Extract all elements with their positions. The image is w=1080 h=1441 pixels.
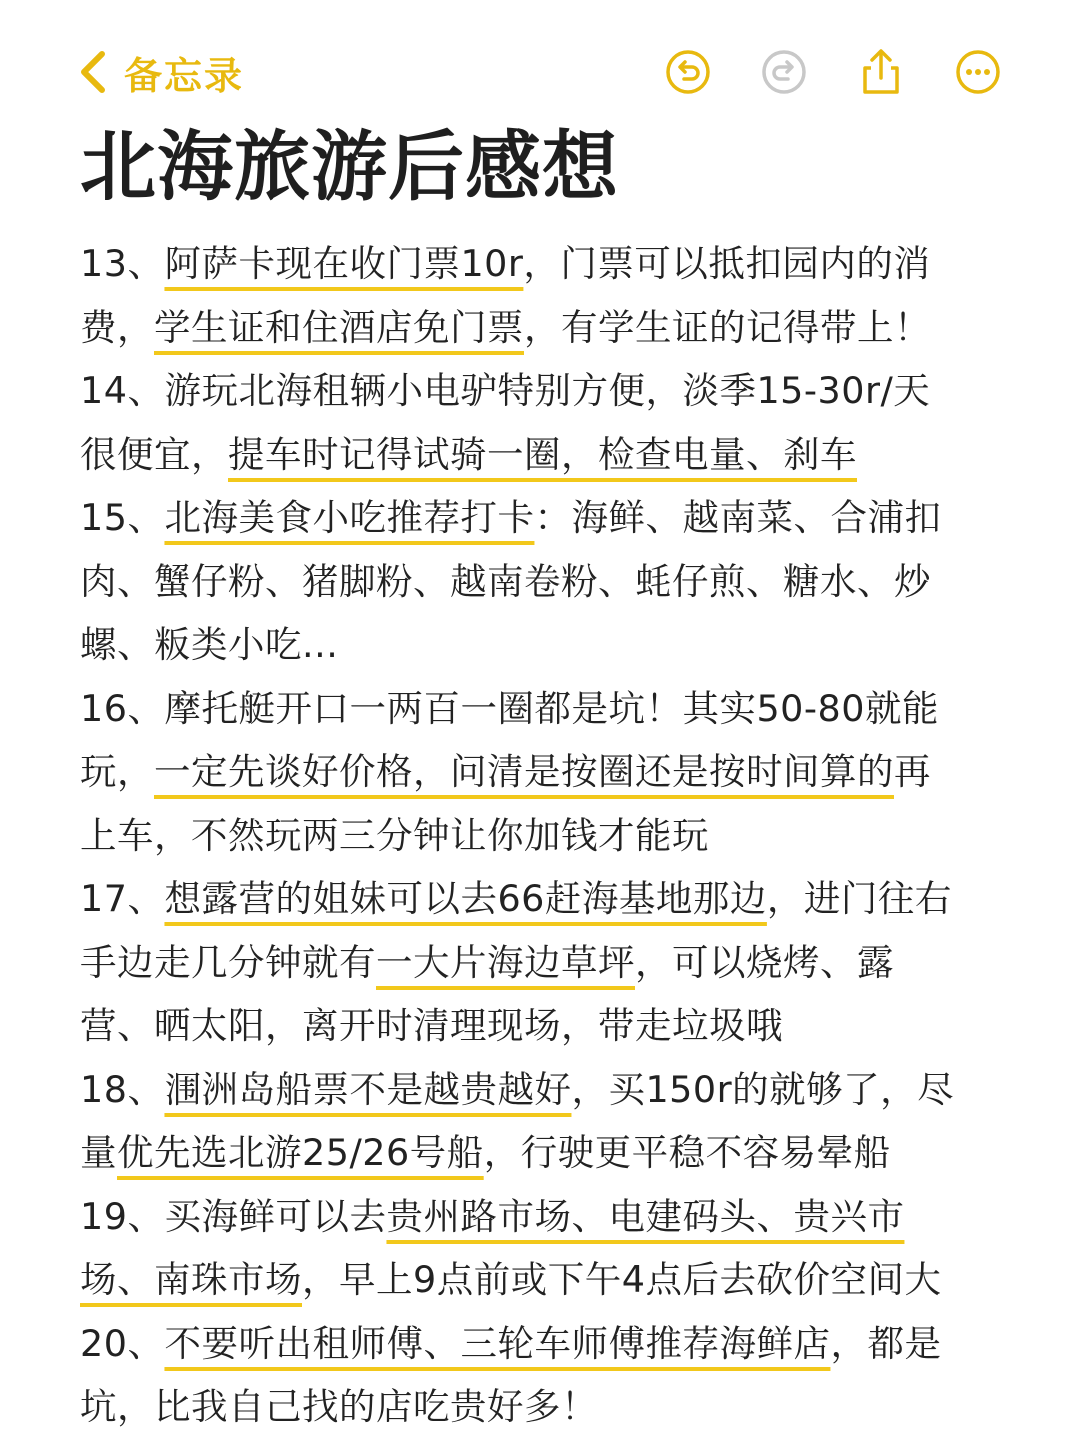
text-segment: ，都是: [830, 1321, 942, 1365]
text-segment: 玩，: [80, 750, 154, 793]
text-segment: 很便宜，: [80, 432, 228, 476]
text-segment: 18、: [80, 1067, 165, 1111]
text-segment: 13、: [80, 242, 165, 285]
highlighted-text: 一大片海边草坪: [376, 940, 635, 984]
text-segment: 16、摩托艇开口一两百一圈都是坑！其实50-80就能: [80, 686, 940, 730]
note-line: [80, 550, 1020, 614]
note-line: [80, 486, 1020, 550]
highlighted-text: 优先选北游25/26号船: [117, 1131, 484, 1174]
back-button[interactable]: [74, 44, 244, 100]
note-line: [80, 677, 1020, 741]
highlighted-text: 阿萨卡现在收门票10r: [164, 242, 524, 285]
text-segment: ，进门往右: [766, 877, 952, 920]
text-segment: ，早上9点前或下午4点后去砍价空间大: [302, 1258, 942, 1301]
highlighted-text: 场、南珠市场: [80, 1258, 302, 1301]
text-segment: 费，: [80, 305, 154, 349]
text-segment: 螺、粄类小吃...: [80, 623, 339, 666]
text-segment: 手边走几分钟就有: [80, 940, 376, 984]
back-label: 备忘录: [124, 53, 245, 98]
note-line: [80, 931, 1020, 995]
text-segment: 20、: [80, 1321, 165, 1365]
text-segment: ，门票可以抵扣园内的消: [523, 242, 931, 285]
more-icon[interactable]: [954, 48, 1002, 96]
note-title: 北海旅游后感想: [80, 122, 619, 211]
note-line: [80, 740, 1020, 804]
note-line: [80, 1185, 1020, 1249]
note-line: [80, 296, 1020, 360]
undo-icon[interactable]: [664, 48, 712, 96]
note-line: [80, 1121, 1020, 1185]
note-line: [80, 359, 1020, 423]
note-line: [80, 1375, 1020, 1439]
highlighted-text: 北海美食小吃推荐打卡: [164, 496, 535, 539]
text-segment: 17、: [80, 877, 165, 920]
note-line: [80, 232, 1020, 296]
note-line: [80, 1058, 1020, 1122]
text-segment: ，买150r的就够了，尽: [571, 1067, 955, 1111]
highlighted-text: 学生证和住酒店免门票: [154, 305, 524, 349]
note-line: [80, 804, 1020, 868]
highlighted-text: 想露营的姐妹可以去66赶海基地那边: [164, 877, 767, 920]
text-segment: 上车，不然玩两三分钟让你加钱才能玩: [80, 813, 709, 857]
highlighted-text: 贵州路市场、电建码头、贵兴市: [386, 1194, 905, 1238]
text-segment: 14、游玩北海租辆小电驴特别方便，淡季15-30r/天: [80, 369, 931, 412]
share-icon[interactable]: [857, 48, 905, 96]
note-body[interactable]: [80, 232, 1020, 1439]
text-segment: ：海鲜、越南菜、合浦扣: [534, 496, 942, 539]
text-segment: 再: [894, 750, 931, 793]
highlighted-text: 一定先谈好价格，问清是按圈还是按时间算的: [154, 750, 894, 793]
note-line: [80, 867, 1020, 931]
note-line: [80, 423, 1020, 487]
text-segment: 营、晒太阳，离开时清理现场，带走垃圾哦: [80, 1004, 783, 1047]
text-segment: 19、买海鲜可以去: [80, 1194, 387, 1238]
navigation-bar: [0, 40, 1080, 104]
text-segment: 15、: [80, 496, 165, 539]
text-segment: ，行驶更平稳不容易晕船: [483, 1131, 891, 1174]
text-segment: 肉、蟹仔粉、猪脚粉、越南卷粉、蚝仔煎、糖水、炒: [80, 559, 931, 603]
note-line: [80, 1312, 1020, 1376]
text-segment: 坑，比我自己找的店吃贵好多！: [80, 1385, 598, 1428]
note-line: [80, 613, 1020, 677]
highlighted-text: 不要听出租师傅、三轮车师傅推荐海鲜店: [164, 1321, 831, 1365]
chevron-left-icon: [74, 44, 114, 100]
text-segment: ，有学生证的记得带上！: [524, 305, 931, 349]
note-line: [80, 994, 1020, 1058]
note-line: [80, 1248, 1020, 1312]
text-segment: 量: [80, 1131, 117, 1174]
highlighted-text: 涠洲岛船票不是越贵越好: [164, 1067, 572, 1111]
text-segment: ，可以烧烤、露: [635, 940, 894, 984]
redo-icon[interactable]: [760, 48, 808, 96]
highlighted-text: 提车时记得试骑一圈，检查电量、刹车: [228, 432, 857, 476]
